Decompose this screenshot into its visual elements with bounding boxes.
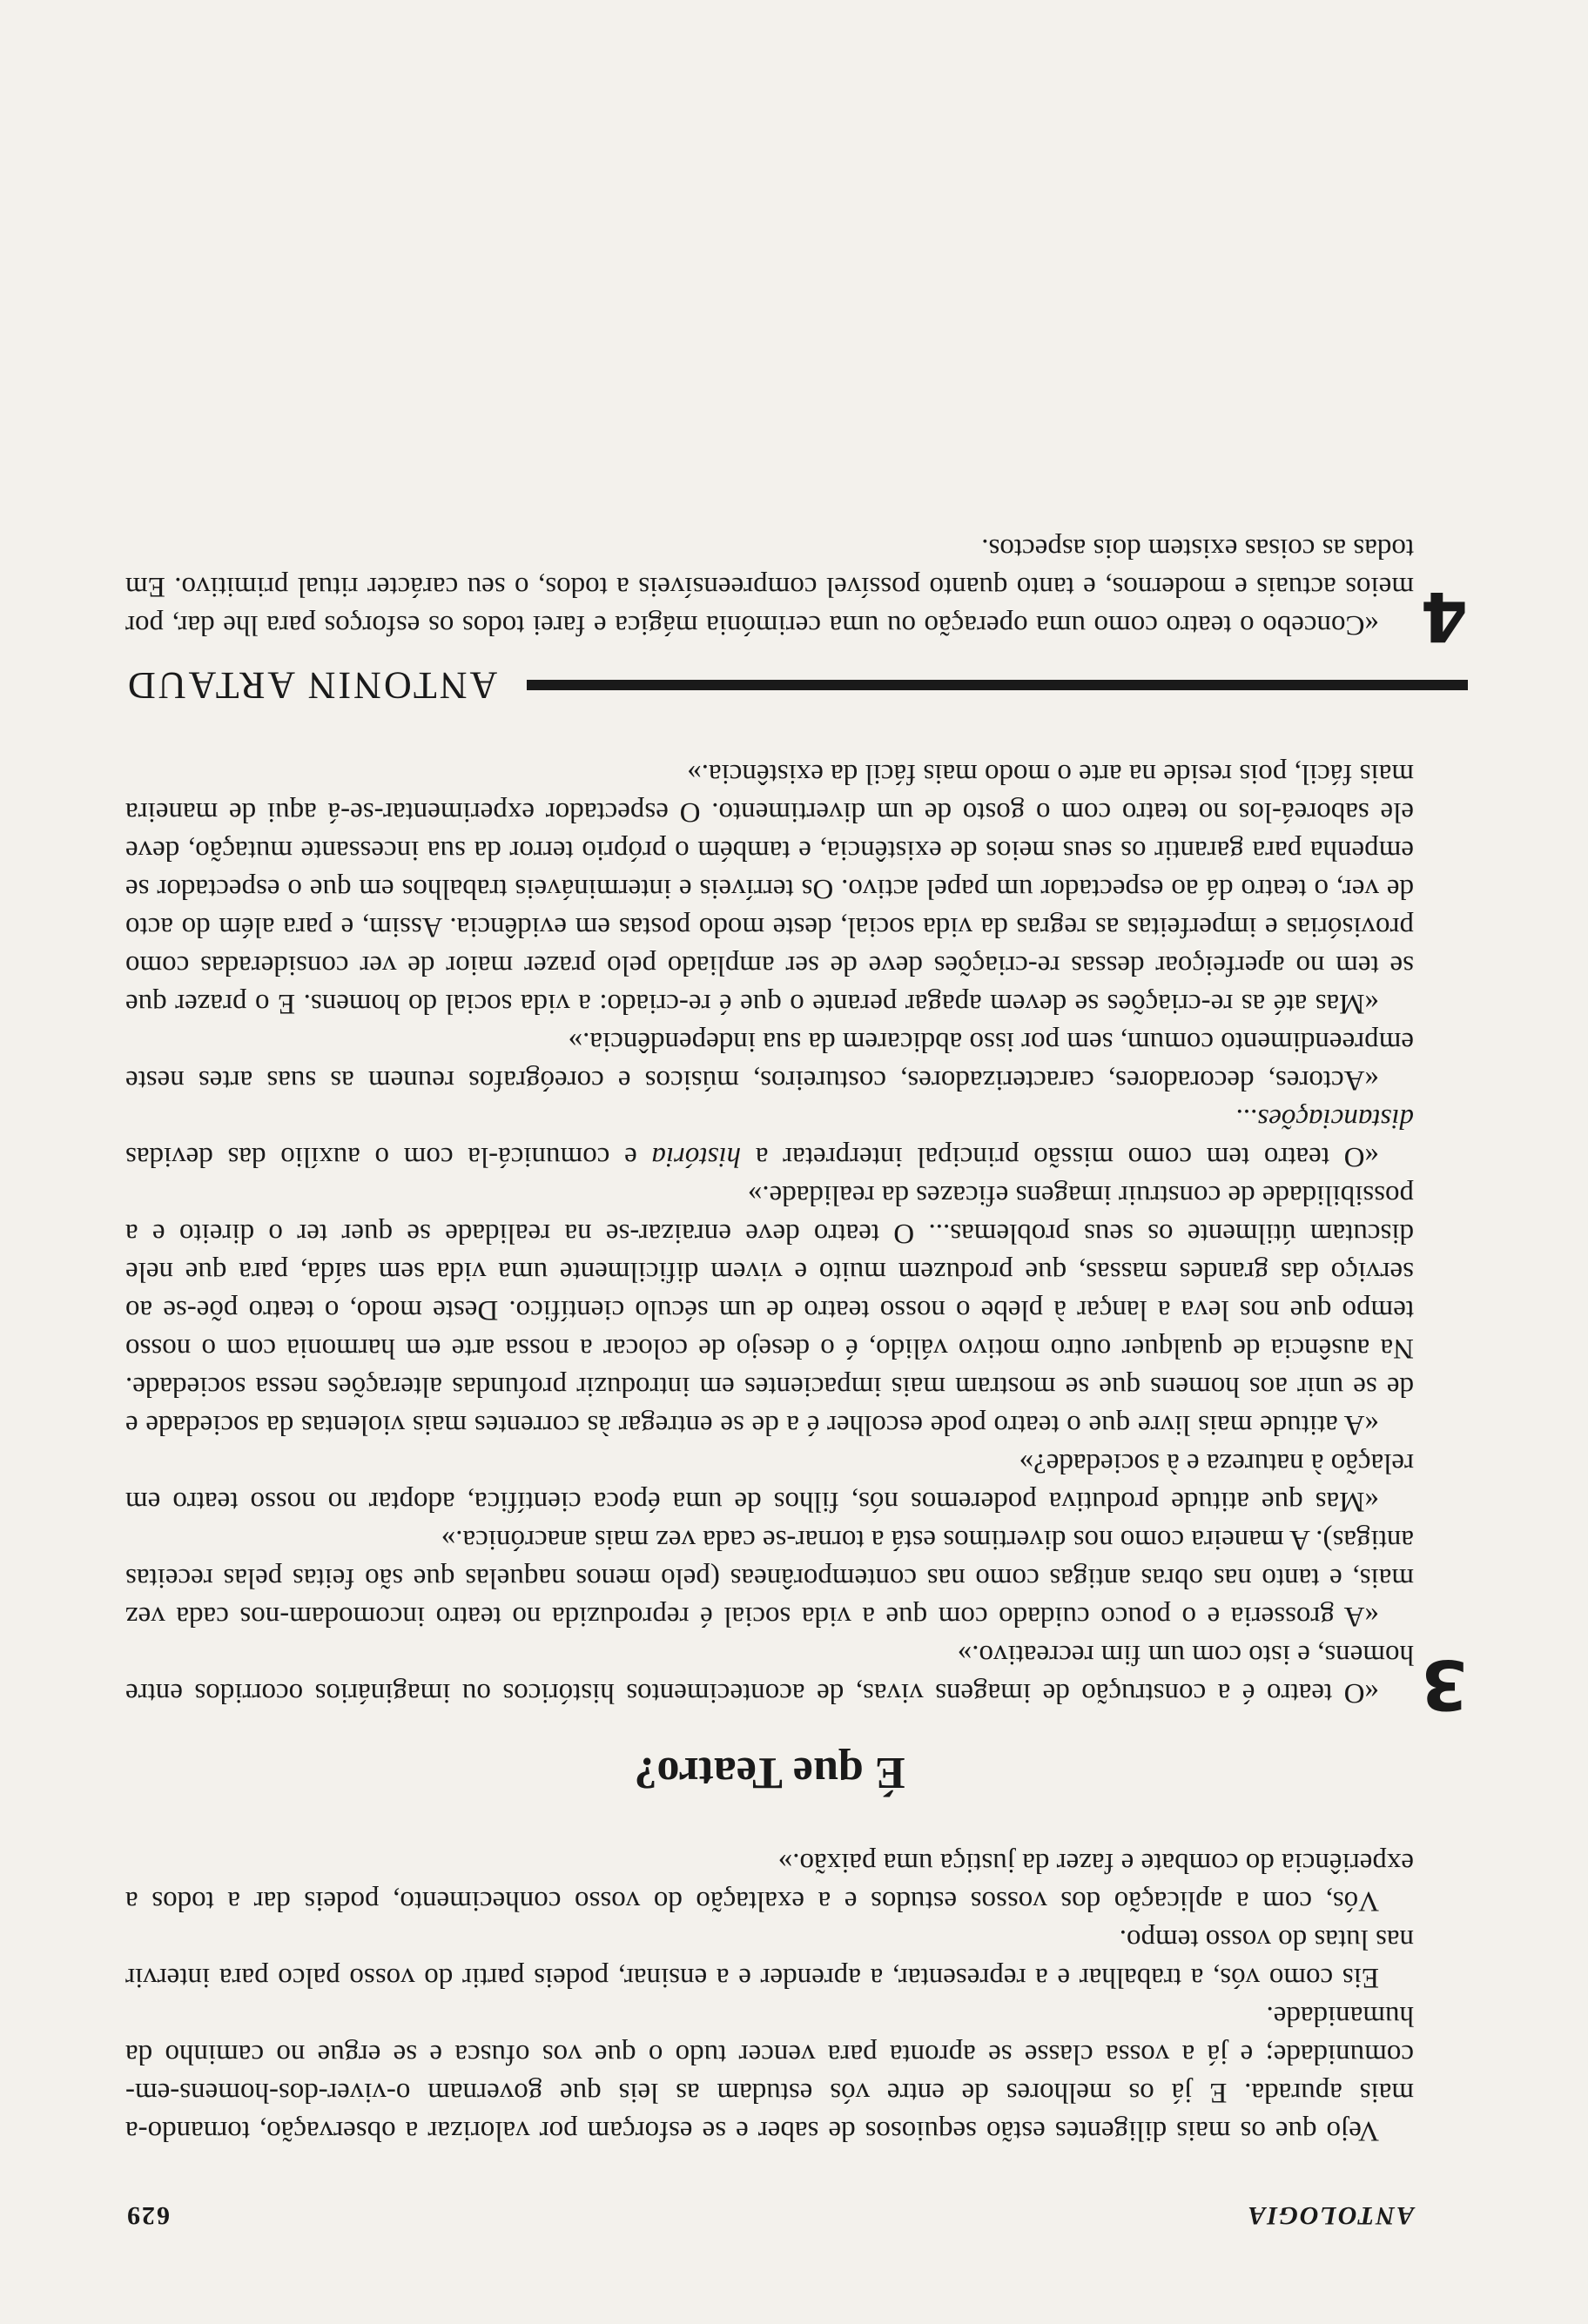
author-rule: [527, 681, 1468, 691]
section-number-3: 3: [1420, 1644, 1468, 1723]
section3-paragraph-history: [125, 1099, 1414, 1176]
history-emphasis: história: [651, 1141, 742, 1172]
section-4: [125, 529, 1468, 655]
history-text-1: «O teatro tem como missão principal interpretar a: [741, 1141, 1379, 1172]
page-header: [125, 2200, 1414, 2230]
section-heading: É que Teatro?: [634, 1748, 905, 1797]
history-text-3: ...: [1235, 1103, 1258, 1134]
page-number: 629: [125, 2201, 170, 2230]
distanciacoes-emphasis: distanciações: [1257, 1103, 1414, 1134]
page-content: [125, 529, 1468, 2230]
history-text-2: e comunicá-la com o auxílio das devidas: [125, 1141, 652, 1172]
section3-paragraph-6: «Actores, decoradores, caracterizadores, costureiros, músicos e coreógrafos reunem as suas artes neste empreendimento comum, sem por isso abdicarem da sua independência.»: [125, 1026, 1414, 1096]
section3-paragraph-2: «A grosseria e o pouco cuidado com que a vida social é reproduzida no teatro incomodam-nos cada vez mais, e tanto nas obras antigas como nas contemporâneas (pelo menos naquelas que são feitas pelas receitas antigas). A maneira como nos divertimos está a tornar-se cada vez mais anacrónica.»: [125, 1524, 1414, 1632]
running-title: ANTOLOGIA: [1246, 2201, 1414, 2230]
section3-paragraph-1: «O teatro é a construção de imagens vivas, de acontecimentos históricos ou imaginários ocorridos entre homens, e isto com um fim recreativo.»: [125, 1639, 1414, 1709]
section3-paragraph-4: «A atitude mais livre que o teatro pode escolher é a de se entregar às correntes mais violentas da sociedade e de se unir aos homens que se mostram mais impacientes em introduzir profundas alterações nessa sociedade. Na ausência de qualquer outro motivo válido, é o desejo de colocar a nossa arte em harmonia com o nosso tempo que nos leva a lançar à plebe o nosso teatro de um século científico. Deste modo, o teatro põe-se ao serviço das grandes massas, que produzem muito e vivem dificilmente uma vida sem saída, para que nele discutam útilmente os seus problemas... O teatro deve enraizar-se na realidade se quer ter o direito e a possibilidade de construir imagens eficazes da realidade.»: [125, 1179, 1414, 1441]
section-3: [125, 1636, 1468, 1723]
intro-paragraph-3: Vós, com a aplicação dos vossos estudos e a exaltação do vosso conhecimento, podeis dar a todos a experiência do combate e fazer da justiça uma paixão.»: [125, 1847, 1414, 1917]
section3-paragraph-3: «Mas que atitude produtiva poderemos nós, filhos de uma época científica, adoptar no nosso teatro em relação à natureza e à sociedade?»: [125, 1447, 1414, 1517]
author-name: ANTONIN ARTAUD: [125, 664, 498, 707]
section3-paragraph-7: «Mas até as re-criações se devem apagar perante o que é re-criado: a vida social do homens. E o prazer que se tem no aperfeiçoar dessas re-criações deve de ser ampliado pelo prazer maior de ver consideradas como provisórias e imperfeitas as regras da vida social, deste modo postas em evidência. Assim, e para além do acto de ver, o teatro dá ao espectador um papel activo. Os terríveis e intermináveis trabalhos em que o espectador se empenha para garantir os seus meios de existência, e também o próprio terror da sua incessante mutação, deve ele saboreá-los no teatro com o gosto de um divertimento. O espectador experimentar-se-á aqui de maneira mais fácil, pois reside na arte o modo mais fácil da existência.»: [125, 758, 1414, 1019]
section4-paragraph-1: «Concebo o teatro como uma operação ou uma cerimónia mágica e farei todos os esforços para lhe dar, por meios actuais e modernos, e tanto quanto possível compreensíveis a todos, o seu carácter ritual primitivo. Em todas as coisas existem dois aspectos.: [125, 533, 1414, 641]
section-number-4: 4: [1420, 576, 1468, 655]
intro-paragraph-1: Vejo que os mais diligentes estão sequiosos de saber e se esforçam por valorizar a observação, tornando-a mais apurada. E já os melhores de entre vós estudam as leis que governam o-viver-dos-homens-em-comunidade; e já a vossa classe se apronta para vencer tudo o que vos ofusca e se ergue no caminho da humanidade.: [125, 2000, 1414, 2146]
author-row: [125, 663, 1414, 708]
intro-paragraph-2: Eis como vós, a trabalhar e a representar, a aprender e a ensinar, podeis partir do vosso palco para intervir nas lutas do vosso tempo.: [125, 1924, 1414, 1993]
